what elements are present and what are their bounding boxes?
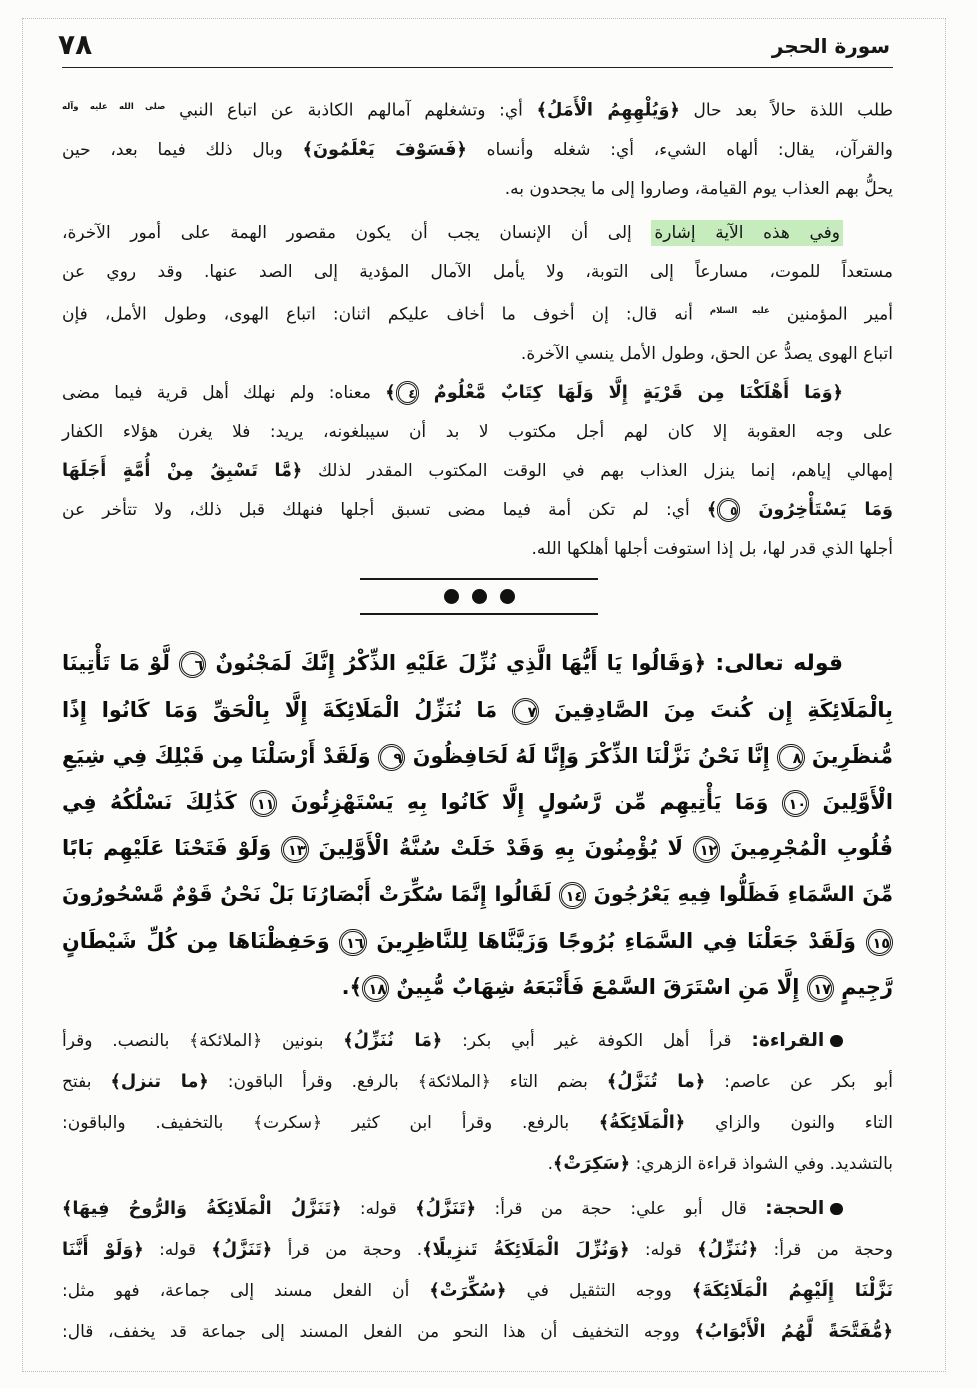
- text-run: بنونين ﴿الملائكة﴾ بالنصب. وقرأ: [62, 1031, 344, 1051]
- text-line: [62, 292, 893, 335]
- quran-quote: ﴿وَنُزِّلَ الْمَلَائِكَةُ تَنزِيلًا﴾: [422, 1240, 630, 1260]
- text-run: اتباع الهوى يصدُّ عن الحق، وطول الأمل ينسي الآخرة.: [520, 343, 893, 364]
- text-line: [62, 1271, 893, 1312]
- text-run: قوله:: [341, 1199, 416, 1219]
- header-rule: [62, 67, 893, 68]
- text-line: [62, 413, 893, 452]
- text-line: [62, 170, 893, 209]
- quran-quote: وَمَا يَأْتِيهِم مِّن رَّسُولٍ إِلَّا كَانُوا بِهِ يَسْتَهْزِئُونَ: [277, 790, 782, 814]
- text-run: بفتح: [62, 1072, 111, 1092]
- ayah-number-marker: ٩: [378, 744, 405, 771]
- text-run: ووجه التثقيل في: [506, 1281, 692, 1301]
- quran-quote: ﴿تَنَزَّلُ﴾: [211, 1240, 273, 1260]
- text-line: [62, 131, 893, 170]
- quran-quote: مَا نُنَزِّلُ الْمَلَائِكَةَ إِلَّا بِالْحَقِّ وَمَا كَانُوا إِذًا: [62, 698, 512, 722]
- quran-quote: ﴾: [706, 500, 718, 520]
- text-line: [62, 214, 893, 253]
- section-separator: [360, 578, 598, 616]
- text-line: [62, 1103, 893, 1144]
- quran-quote: ﴿وَمَا أَهْلَكْنَا مِن قَرْيَةٍ إِلَّا وَلَهَا كِتَابٌ مَّعْلُومٌ: [418, 383, 844, 403]
- text-run: التاء والنون والزاي: [685, 1113, 893, 1133]
- quran-quote: ﴿فَسَوْفَ يَعْلَمُونَ﴾: [302, 139, 467, 160]
- quran-quote: ﴿تَنَزَّلُ﴾: [415, 1199, 477, 1219]
- text-line: [62, 452, 893, 491]
- text-run: إلى أن الإنسان يجب أن يكون مقصور الهمة على أمور الآخرة،: [62, 223, 652, 243]
- dot-icon: [472, 589, 487, 604]
- text-run: أن الفعل مسند إلى جماعة، فهو مثل:: [62, 1281, 430, 1301]
- text-run: والقرآن، يقال: ألهاه الشيء، أي: شغله وأنساه: [466, 139, 894, 160]
- text-line: [62, 1312, 893, 1353]
- text-run: بالتشديد. وفي الشواذ قراءة الزهري:: [630, 1154, 893, 1174]
- text-run: قوله:: [143, 1240, 212, 1260]
- ayah-number-marker: ١٨: [362, 975, 389, 1002]
- bullet-icon: [830, 1203, 843, 1216]
- dot-icon: [500, 589, 515, 604]
- text-run: بضم التاء ﴿الملائكة﴾ بالرفع. وقرأ الباقون:: [208, 1072, 607, 1092]
- quran-quote: ﴾.: [341, 975, 362, 999]
- quran-quote: ﴿ما تُنَزَّلُ﴾: [606, 1072, 706, 1092]
- text-line: [62, 1188, 893, 1230]
- honorific: صلى الله عليه وآله: [62, 102, 166, 112]
- ayah-number-marker: ٨: [777, 744, 804, 771]
- ayah-number-marker: ٥: [717, 498, 740, 521]
- text-run: قرأ أهل الكوفة غير أبي بكر:: [442, 1031, 752, 1051]
- quran-quote: الْأَوَّلِينَ: [809, 790, 894, 814]
- surah-title: سورة الحجر: [771, 34, 890, 58]
- ayah-number-marker: ١٧: [807, 975, 834, 1002]
- paragraph: [62, 88, 893, 209]
- qiraat-section: [62, 1020, 893, 1185]
- hujja-section: [62, 1188, 893, 1353]
- text-line: [62, 825, 893, 871]
- text-line: [62, 964, 893, 1010]
- text-run: معناه: ولم نهلك أهل قرية فيما مضى: [62, 383, 386, 403]
- ayah-number-marker: ١٦: [339, 929, 366, 956]
- text-run: وحجة من قرأ:: [758, 1240, 893, 1260]
- text-line: [62, 491, 893, 530]
- text-line: [62, 253, 893, 292]
- quran-passage: [62, 640, 893, 1010]
- quran-quote: إِنَّا نَحْنُ نَزَّلْنَا الذِّكْرَ وَإِنَّا لَهُ لَحَافِظُونَ: [405, 744, 778, 768]
- text-run: أجلها الذي قدر لها، بل إذا استوفت أجلها أهلكها الله.: [531, 539, 893, 559]
- text-run: .: [547, 1154, 554, 1174]
- text-run: ووجه التخفيف أن هذا النحو من الفعل المسند إلى جماعة قد يخفف، قال:: [62, 1322, 695, 1342]
- quran-quote: ﴿مُّفَتَّحَةً لَّهُمُ الْأَبْوَابُ﴾: [694, 1322, 894, 1342]
- bold-label: القراءة:: [751, 1030, 825, 1051]
- quran-quote: ﴾: [385, 383, 396, 403]
- quran-quote: رَّجِيمٍ: [834, 975, 893, 999]
- text-run: قوله:: [629, 1240, 698, 1260]
- quran-quote: كَذَٰلِكَ نَسْلُكُهُ فِي: [62, 790, 251, 814]
- ayah-number-marker: ٧: [512, 698, 539, 725]
- quran-quote: ﴿تَنَزَّلُ الْمَلَائِكَةُ وَالرُّوحُ فِيهَا﴾: [62, 1199, 342, 1219]
- quran-quote: ﴿مَّا تَسْبِقُ مِنْ أُمَّةٍ أَجَلَهَا: [62, 461, 303, 481]
- quran-quote: ﴿سُكِّرَتْ﴾: [429, 1281, 507, 1301]
- text-line: [62, 640, 893, 687]
- text-run: على وجه العقوبة إلا كان لهم أجل مكتوب لا بد أن سيبلغونه، يريد: فلا يغرن هؤلاء الكفار: [62, 422, 893, 442]
- honorific: عليه السلام: [709, 306, 770, 316]
- text-run: . وحجة من قرأ: [272, 1240, 423, 1260]
- text-line: [62, 1230, 893, 1271]
- quran-quote: ﴿ما تنزل﴾: [110, 1072, 209, 1092]
- text-run: أمير المؤمنين: [769, 304, 893, 325]
- text-line: [62, 1144, 893, 1185]
- separator-line: [360, 578, 598, 580]
- quran-quote: وَحَفِظْنَاهَا مِن كُلِّ شَيْطَانٍ: [62, 929, 340, 953]
- ayah-number-marker: ٤: [396, 381, 419, 404]
- quran-quote: بِالْمَلَائِكَةِ إِن كُنتَ مِنَ الصَّادِقِينَ: [539, 698, 893, 722]
- quran-quote: وَلَقَدْ أَرْسَلْنَا مِن قَبْلِكَ فِي شِيَعِ: [62, 744, 378, 768]
- text-line: [62, 374, 893, 413]
- text-line: [62, 335, 893, 374]
- text-run: مستعداً للموت، مسارعاً إلى التوبة، ولا يأمل الآمال المؤدية إلى الصد عنها. وقد روي عن: [62, 262, 893, 282]
- ayah-number-marker: ١٠: [782, 790, 809, 817]
- separator-line: [360, 613, 598, 615]
- quran-quote: إِلَّا مَنِ اسْتَرَقَ السَّمْعَ فَأَتْبَعَهُ شِهَابٌ مُّبِينٌ: [389, 975, 807, 999]
- text-line: [62, 88, 893, 131]
- text-run: قال أبو علي: حجة من قرأ:: [476, 1199, 766, 1219]
- ayah-number-marker: ١٢: [693, 836, 720, 863]
- dot-icon: [444, 589, 459, 604]
- ayah-number-marker: ٦: [179, 651, 206, 678]
- text-run: يحلُّ بهم العذاب يوم القيامة، وصاروا إلى ما يجحدون به.: [504, 178, 893, 199]
- quran-quote: نَزَّلْنَا إِلَيْهِمُ الْمَلَائِكَةَ﴾: [691, 1281, 893, 1301]
- quran-quote: ﴿سَكِرَتْ﴾: [553, 1154, 631, 1174]
- quran-quote: مُّنظَرِينَ: [804, 744, 894, 768]
- quran-quote: ﴿وَلَوْ أَنَّنَا: [62, 1240, 144, 1260]
- ayah-number-marker: ١٤: [559, 882, 586, 909]
- quran-quote: لَقَالُوا إِنَّمَا سُكِّرَتْ أَبْصَارُنَا بَلْ نَحْنُ قَوْمٌ مَّسْحُورُونَ: [62, 882, 560, 906]
- text-run: وبال ذلك فيما بعد، حين: [62, 139, 303, 160]
- quran-quote: ﴿وَيُلْهِهِمُ الْأَمَلُ﴾: [536, 100, 680, 121]
- text-line: [62, 871, 893, 918]
- text-run: طلب اللذة حالاً بعد حال: [679, 100, 893, 121]
- text-run: أنه قال: إن أخوف ما أخاف عليكم اثنان: اتباع الهوى، وطول الأمل، فإن: [62, 304, 710, 325]
- ayah-number-marker: ١٥: [866, 929, 893, 956]
- quran-quote: وَلَوْ فَتَحْنَا عَلَيْهِم بَابًا: [62, 836, 282, 860]
- highlighted-text: وفي هذه الآية إشارة: [651, 220, 843, 246]
- paragraph: [62, 214, 893, 374]
- separator-dots: [360, 589, 598, 604]
- ayah-number-marker: ١٣: [281, 836, 308, 863]
- text-line: [62, 530, 893, 569]
- text-line: [62, 1020, 893, 1062]
- text-line: [62, 779, 893, 825]
- quran-quote: مِّنَ السَّمَاءِ فَظَلُّوا فِيهِ يَعْرُجُونَ: [585, 882, 893, 906]
- quran-quote: لَا يُؤْمِنُونَ بِهِ وَقَدْ خَلَتْ سُنَّةُ الْأَوَّلِينَ: [308, 836, 693, 860]
- quran-quote: ﴿الْمَلَائِكَةُ﴾: [598, 1113, 686, 1133]
- paragraph: [62, 374, 893, 569]
- ayah-number-marker: ١١: [250, 790, 277, 817]
- quran-quote: ﴿وَقَالُوا يَا أَيُّهَا الَّذِي نُزِّلَ عَلَيْهِ الذِّكْرُ إِنَّكَ لَمَجْنُونٌ: [206, 651, 706, 675]
- text-run: أي: وتشغلهم آمالهم الكاذبة عن اتباع النبي: [165, 100, 537, 121]
- bullet-icon: [830, 1035, 843, 1048]
- quran-quote: ﴿مَا نُنَزِّلُ﴾: [343, 1031, 443, 1051]
- quran-quote: ﴿نُنَزِّلُ﴾: [697, 1240, 759, 1260]
- bold-label: قوله تعالى:: [705, 651, 844, 676]
- bold-label: الحجة:: [765, 1198, 825, 1219]
- text-run: إمهالي إياهم، إنما ينزل العذاب بهم في الوقت المكتوب المقدر لذلك: [302, 461, 894, 481]
- text-run: بالرفع. وقرأ ابن كثير ﴿سكرت﴾ بالتخفيف. والباقون:: [62, 1113, 599, 1133]
- quran-quote: لَّوْ مَا تَأْتِينَا: [62, 651, 180, 675]
- quran-quote: قُلُوبِ الْمُجْرِمِينَ: [720, 836, 894, 860]
- quran-quote: وَمَا يَسْتَأْخِرُونَ: [740, 500, 893, 520]
- text-run: أي: لم تكن أمة فيما مضى تسبق أجلها فنهلك قبل ذلك، ولا تتأخر عن: [62, 500, 707, 520]
- text-run: أبو بكر عن عاصم:: [705, 1072, 893, 1092]
- text-line: [62, 1062, 893, 1103]
- text-line: [62, 733, 893, 779]
- text-line: [62, 918, 893, 964]
- quran-quote: وَلَقَدْ جَعَلْنَا فِي السَّمَاءِ بُرُوجًا وَزَيَّنَّاهَا لِلنَّاظِرِينَ: [366, 929, 866, 953]
- text-line: [62, 687, 893, 733]
- page-number: ٧٨: [58, 28, 93, 61]
